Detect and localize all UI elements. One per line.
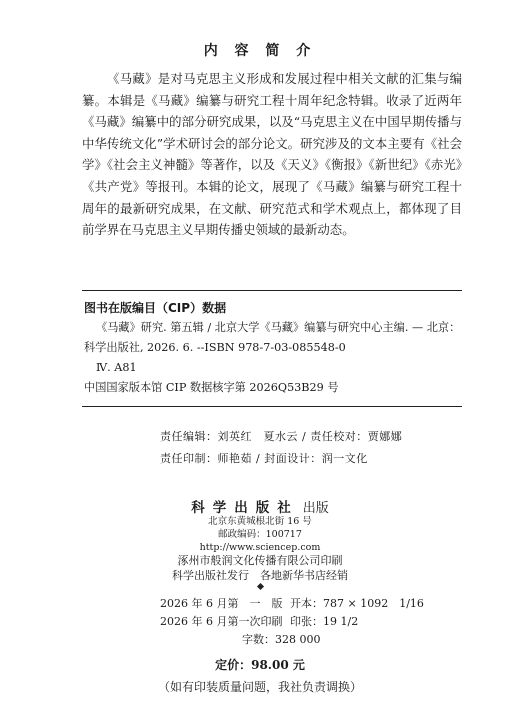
separator-mark — [257, 583, 264, 590]
publisher-suffix: 出版 — [302, 501, 329, 516]
staff-line-production: 责任印制：师艳茹 / 封面设计：润一文化 — [160, 452, 368, 465]
content-summary: 《马藏》是对马克思主义形成和发展过程中相关文献的汇集与编纂。本辑是《马藏》编纂与研究工程十周年纪念特辑。收录了近两年《马藏》编纂中的部分研究成果，以及“马克思主义在中国早期传播与中华传统文化”学术研讨会的部分论文。研究涉及的文本主要有《社会学》《社会主义神髓》等著作，以及《天义》《衡报》《新世纪》《赤光》《共产党》等报刊。本辑的论文，展现了《马藏》编纂与研究工程十周年的最新研究成果，在文献、研究范式和学术观点上，都体现了目前学界在马克思主义早期传播史领域的最新动态。 — [82, 71, 462, 238]
cip-record — [84, 318, 461, 398]
publisher-address: 北京东黄城根北街 16 号 — [208, 516, 312, 527]
divider-bottom — [82, 406, 462, 407]
divider-top — [82, 290, 462, 291]
cip-line-classification: Ⅳ. A81 — [96, 361, 137, 374]
publisher-name — [0, 496, 520, 516]
sheets: 印张：19 1/2 — [290, 615, 359, 628]
cip-line-number: 中国国家版本馆 CIP 数据核字第 2026Q53B29 号 — [84, 381, 339, 394]
cip-line-publisher: 科学出版社, 2026. 6. --ISBN 978-7-03-085548-0 — [84, 341, 346, 354]
cip-line-title: 《马藏》研究. 第五辑 / 北京大学《马藏》编纂与研究中心主编. — 北京： — [96, 321, 461, 334]
staff-line-editors: 责任编辑：刘英红 夏水云 / 责任校对：贾娜娜 — [160, 430, 403, 443]
printer: 涿州市般润文化传播有限公司印刷 — [177, 554, 343, 567]
word-count: 字数：328 000 — [242, 633, 321, 646]
printing: 2026 年 6 月第一次印刷 — [160, 615, 283, 628]
publisher-website: http://www.sciencep.com — [199, 542, 321, 553]
distribution: 科学出版社发行 各地新华书店经销 — [172, 569, 348, 582]
quality-notice: （如有印装质量问题，我社负责调换） — [157, 680, 362, 694]
publisher-postcode: 邮政编码：100717 — [218, 529, 302, 540]
publisher-seal: 科学出版社 — [191, 500, 299, 516]
format: 开本：787 × 1092 1/16 — [290, 597, 424, 610]
price: 定价：98.00 元 — [215, 658, 305, 672]
page-title: 内 容 简 介 — [203, 43, 317, 59]
edition: 2026 年 6 月第 一 版 — [160, 597, 283, 610]
cip-heading: 图书在版编目（CIP）数据 — [84, 301, 227, 315]
